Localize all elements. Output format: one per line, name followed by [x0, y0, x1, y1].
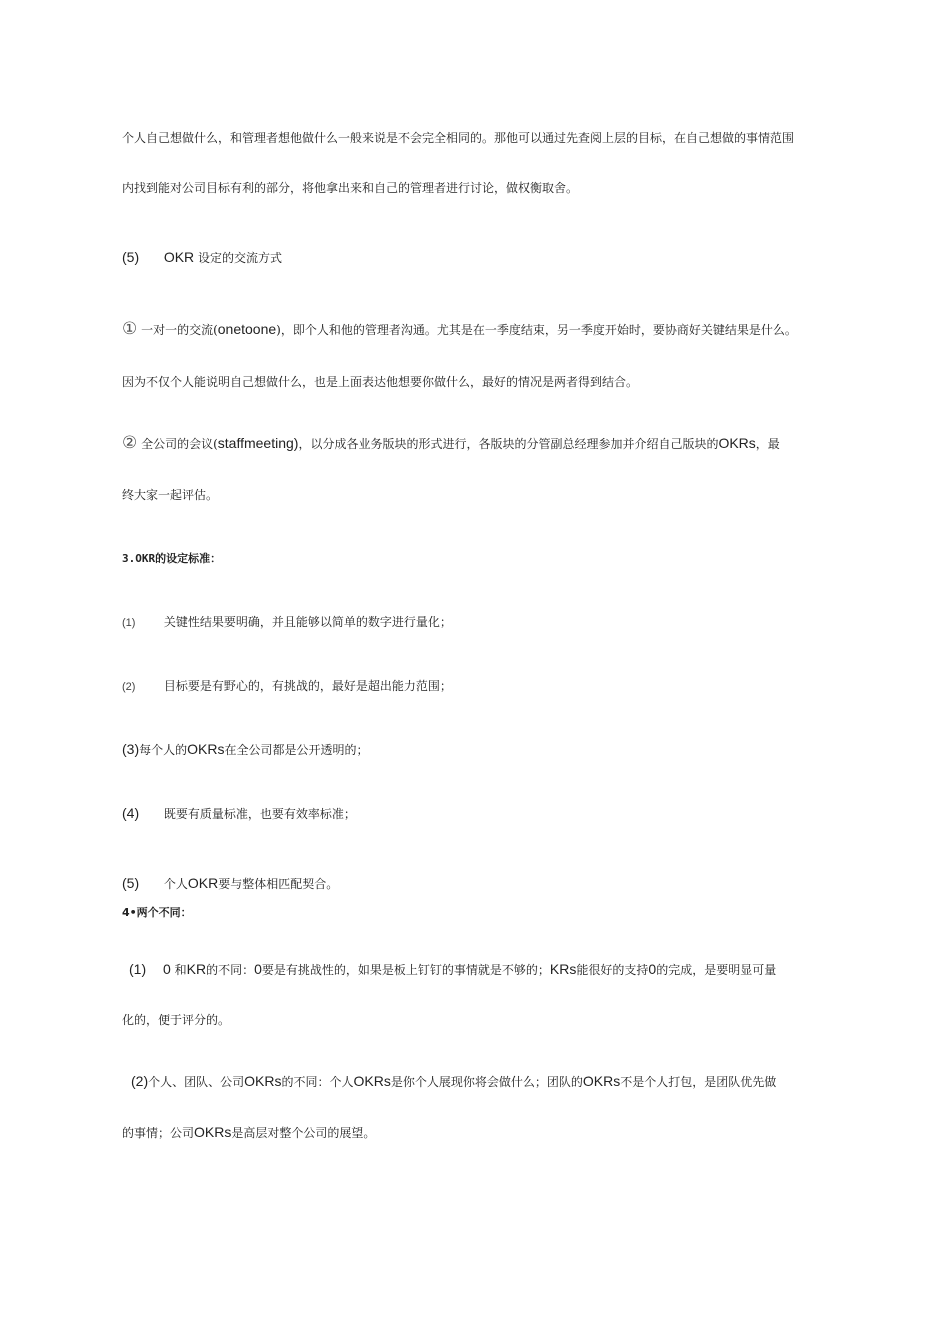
item-2-text-b: ，以分成各业务版块的形式进行，各版块的分管副总经理参加并介绍自己版块的: [298, 437, 719, 451]
diff-2-okrs-3: OKRs: [582, 1073, 621, 1089]
item-1-marker: ①: [122, 319, 138, 339]
standard-3: [122, 741, 369, 758]
diff-2-okrs-1: OKRs: [244, 1073, 282, 1089]
standard-5-latin: OKR: [187, 875, 219, 891]
diff-2-okrs-2: OKRs: [353, 1073, 391, 1089]
diff-1-line-1: [129, 961, 776, 978]
diff-2-number: (2): [131, 1073, 149, 1089]
standard-4-text: 既要有质量标准，也要有效率标准；: [163, 807, 356, 821]
diff-1-o-2: 0: [254, 961, 262, 977]
diff-1-number: (1): [129, 961, 147, 977]
diff-1-text-c: 要是有挑战性的，如果是板上钉钉的事情就是不够的；: [261, 963, 550, 977]
diff-1-krs: KRs: [549, 961, 577, 977]
standard-1: [122, 614, 452, 631]
section-5-heading: [122, 249, 282, 266]
standard-5-pre: 个人: [163, 877, 188, 891]
item-1-text-b: )，即个人和他的管理者沟通。尤其是在一季度结束，另一季度开始时，要协商好关键结果是什么。: [276, 323, 797, 337]
standard-3-text: 在全公司都是公开透明的；: [224, 743, 369, 757]
item-1-line-2: 因为不仅个人能说明自己想做什么，也是上面表达他想要你做什么，最好的情况是两者得到结合。: [122, 375, 639, 389]
paragraph-1-line-2: 内找到能对公司目标有利的部分，将他拿出来和自己的管理者进行讨论，做权衡取舍。: [122, 181, 579, 195]
diff-2-line-2-b: 是高层对整个公司的展望。: [231, 1126, 376, 1140]
diff-1-kr: KR: [186, 961, 207, 977]
item-1-latin: onetoone: [217, 321, 277, 337]
standard-3-number: (3): [122, 741, 140, 757]
section-5-okr: OKR: [163, 249, 195, 265]
standard-1-text: 关键性结果要明确，并且能够以简单的数字进行量化；: [163, 615, 452, 629]
diff-2-okrs-4: OKRs: [194, 1124, 232, 1140]
diff-2-line-1: [131, 1073, 776, 1090]
heading-4: 4•两个不同：: [122, 906, 192, 919]
diff-2-text-c: 是你个人展现你将会做什么；团队的: [390, 1075, 583, 1089]
standard-4-number: (4): [122, 805, 140, 821]
item-2-text-a: 全公司的会议(: [141, 437, 218, 451]
diff-2-line-2: [122, 1124, 375, 1141]
section-5-number: (5): [122, 249, 140, 265]
diff-2-text-b: 的不同：个人: [281, 1075, 354, 1089]
diff-2-line-2-a: 的事情；公司: [122, 1126, 195, 1140]
diff-2-text-d: 不是个人打包，是团队优先做: [620, 1075, 777, 1089]
section-5-title: 设定的交流方式: [198, 251, 283, 265]
standard-5-text: 要与整体相匹配契合。: [218, 877, 339, 891]
diff-1-line-2: 化的，便于评分的。: [122, 1013, 231, 1027]
item-1-text-a: 一对一的交流(: [141, 323, 218, 337]
heading-3: 3.OKR的设定标准：: [122, 552, 222, 565]
diff-1-o-3: 0: [648, 961, 657, 977]
diff-1-text-d: 能很好的支持: [576, 963, 649, 977]
diff-1-text-a: 和: [174, 963, 187, 977]
standard-5-number: (5): [122, 875, 140, 891]
diff-1-o: 0: [163, 961, 171, 977]
diff-2-text-a: 个人、团队、公司: [148, 1075, 245, 1089]
paragraph-1-line-1: 个人自己想做什么，和管理者想他做什么一般来说是不会完全相同的。那他可以通过先查阅上层的目标，在自己想做的事情范围: [122, 131, 795, 145]
standard-4: [122, 805, 356, 822]
standard-2-number: (2): [122, 681, 136, 693]
standard-1-number: (1): [122, 617, 136, 629]
item-2-latin: staffmeeting): [217, 435, 299, 451]
item-1-line-1: [122, 321, 797, 338]
item-2-line-1: [122, 435, 780, 452]
item-2-marker: ②: [122, 433, 138, 453]
standard-3-latin: OKRs: [187, 741, 225, 757]
item-2-text-c: ，最: [755, 437, 780, 451]
diff-1-text-e: 的完成，是要明显可量: [656, 963, 777, 977]
item-2-latin-2: OKRs: [718, 435, 756, 451]
standard-5: [122, 875, 338, 892]
diff-1-text-b: 的不同：: [206, 963, 255, 977]
standard-2-text: 目标要是有野心的，有挑战的，最好是超出能力范围；: [163, 679, 452, 693]
standard-3-pre: 每个人的: [139, 743, 188, 757]
item-2-line-2: 终大家一起评估。: [122, 488, 219, 502]
standard-2: [122, 678, 452, 695]
